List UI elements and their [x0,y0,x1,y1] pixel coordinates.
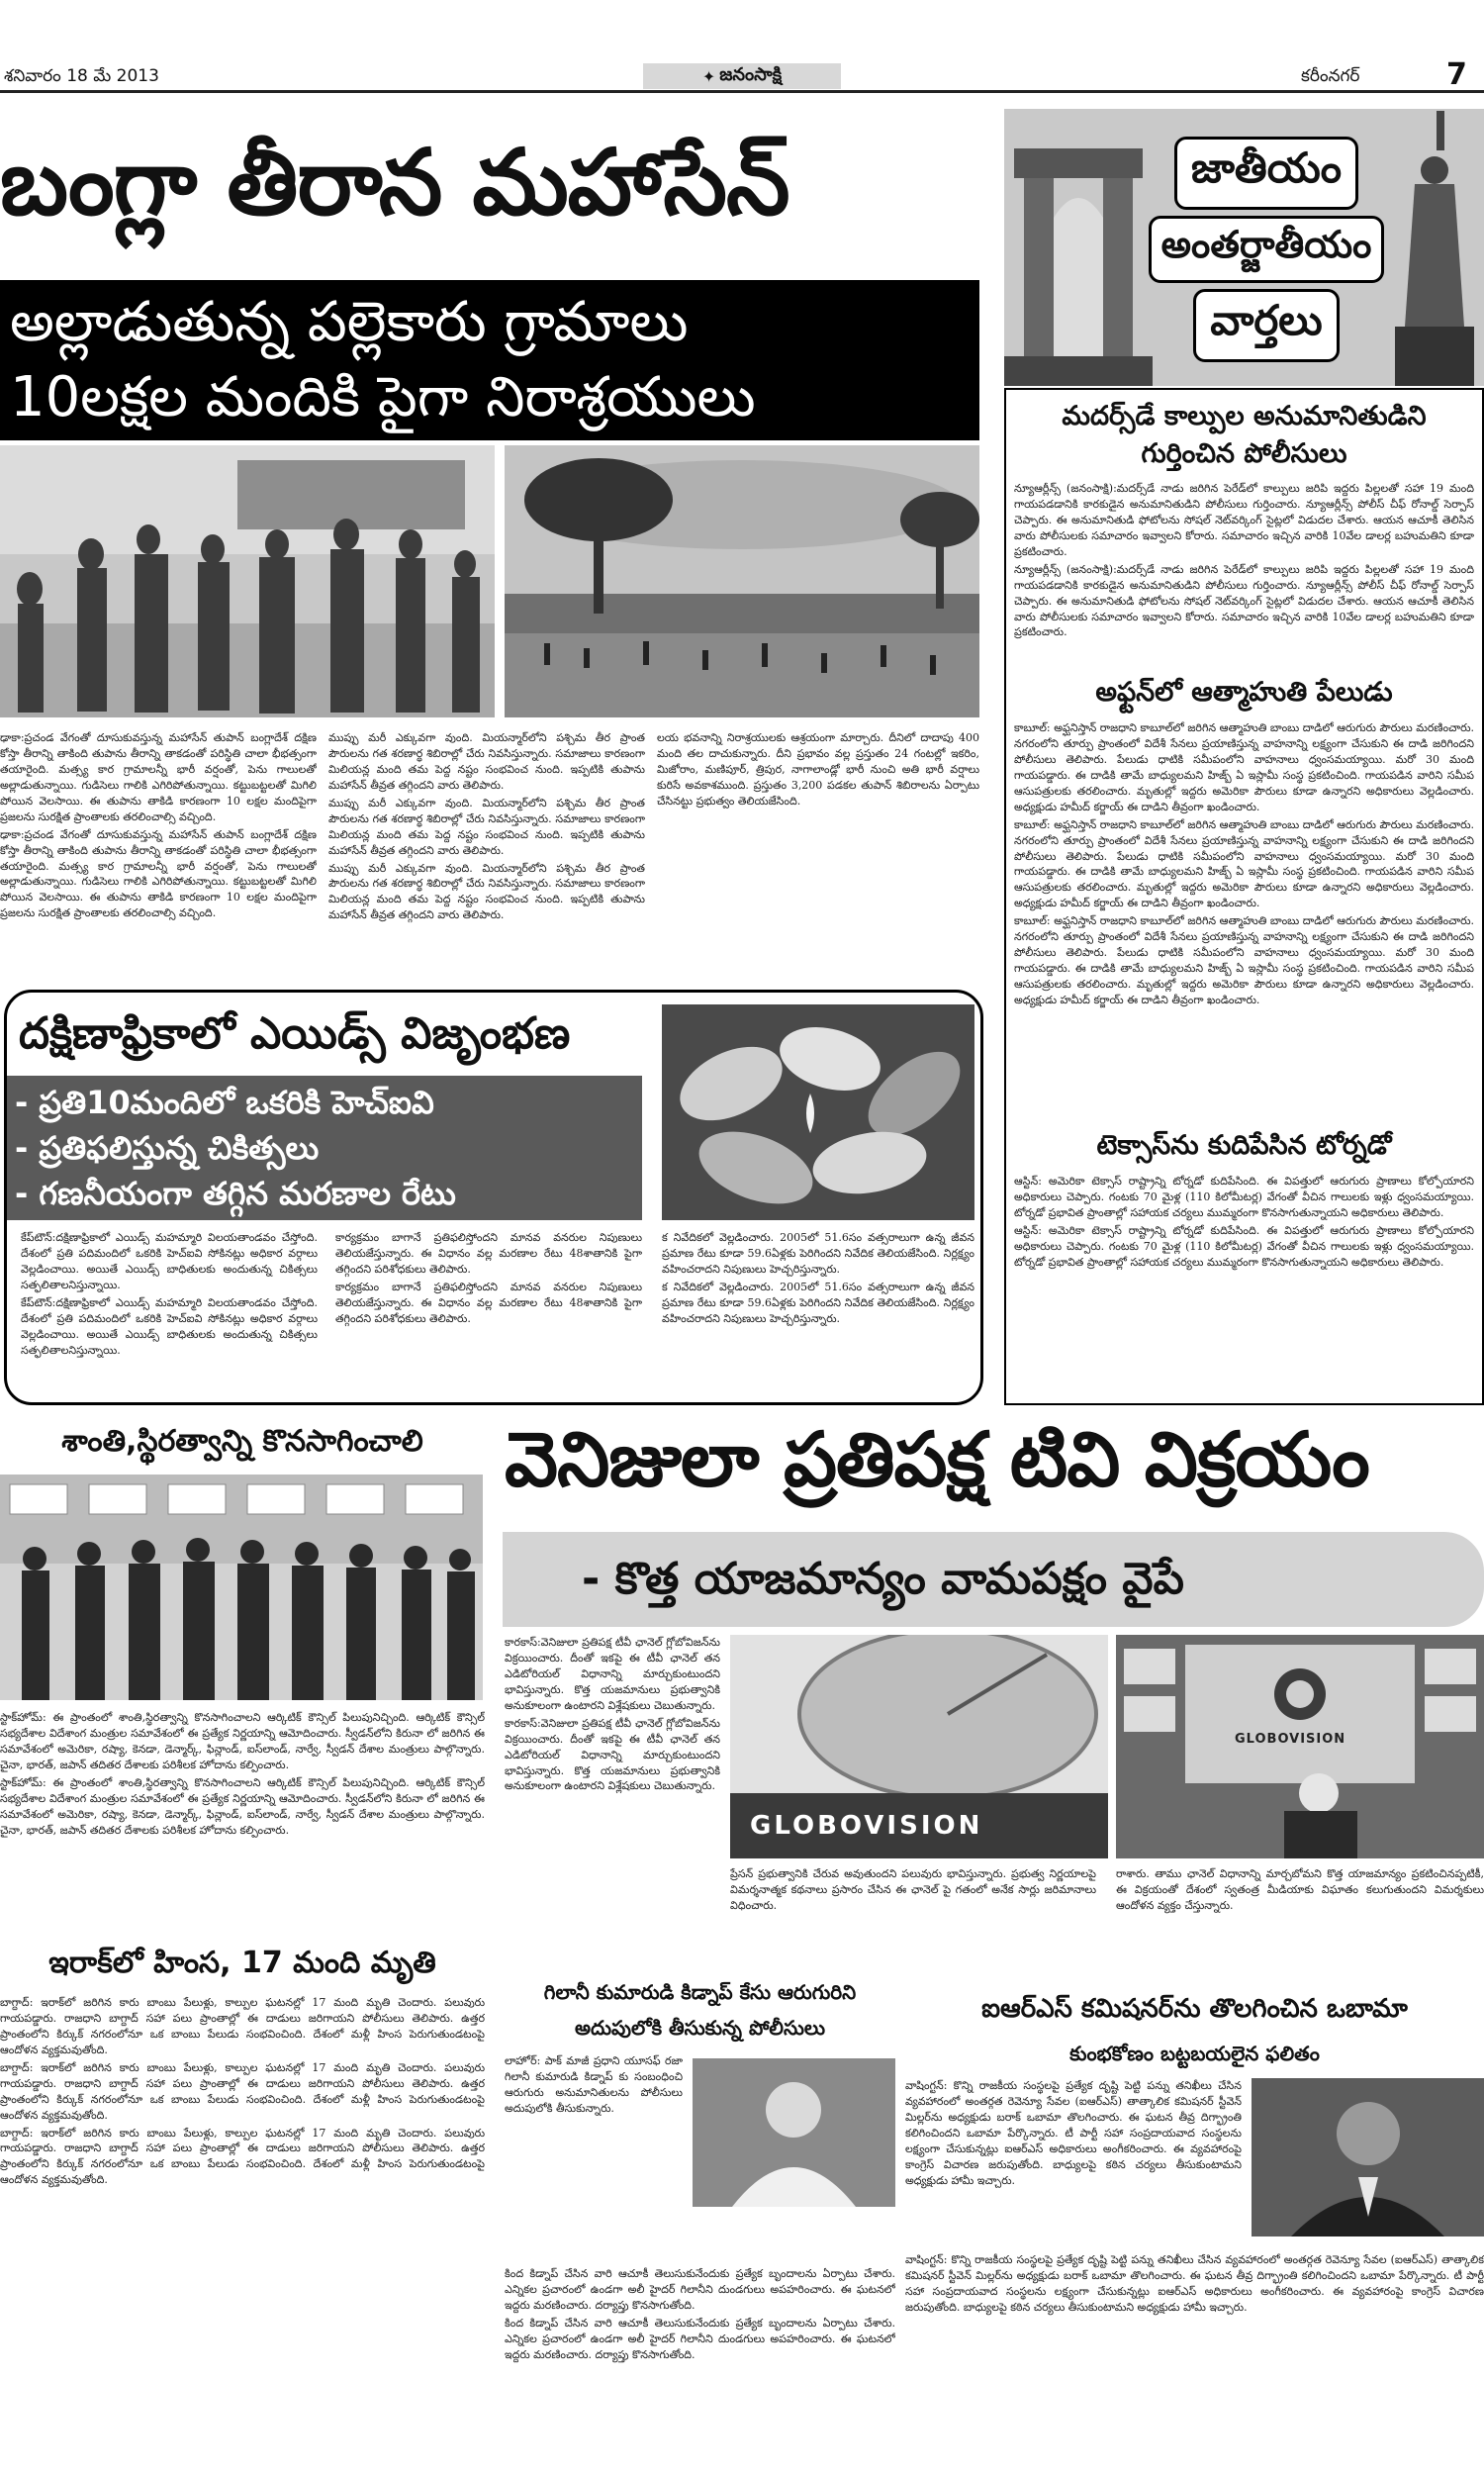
iraq-headline: ఇరాక్‌లో హింస, 17 మంది మృతి [48,1946,436,1980]
header-date: శనివారం 18 మే 2013 [4,66,159,86]
lead-body-col-3-text: లయ భవనాన్ని నిరాశ్రయులకు ఆశ్రయంగా మార్చారు. దీనిలో దాదాపు 400 మంది తల దాచుకున్నారు. దీని ప్రభావం వల్ల ప్రస్తుతం 24 గంటల్లో ఇకరిం, మిజోరాం, మణిపూర్, త్రిపుర, నాగాలాండ్లో భారీ నుంచి అతి భారీ వర్షాలు కురిసే అవకాశముంది. ప్రస్తుతం 3,200 పడకల తుపాన్ శిబిరాలను ఏర్పాటు చేసినట్టు ప్రభుత్వం తెలియజేసింది. [657,731,979,808]
aids-bullet-1: - ప్రతి10మందిలో ఒకరికి హెచ్ఐవి [15,1084,434,1121]
lead-headline: బంగ్లా తీరాన మహాసేన్ [0,130,789,236]
india-gate-icon [1004,109,1153,386]
lead-body-col-3 [657,730,979,986]
aids-body-col-1-text: కేప్‌టౌన్:దక్షిణాఫ్రికాలో ఎయిడ్స్ మహమ్మారి విలయతాండవం చేస్తోంది. దేశంలో ప్రతి పదిమందిలో ఒకరికి హెచ్ఐవి సోకినట్లు అధికార వర్గాలు వెల్లడించాయి. అయితే ఎయిడ్స్ బాధితులకు అందుతున్న చికిత్సలు సత్ఫలితాలనిస్తున్నాయి. [21,1231,318,1291]
aids-hands-photo [662,1004,974,1220]
gilani-headline [505,1974,895,2046]
globovision-studio-logo: GLOBOVISION [1235,1732,1346,1747]
header-city: కరీంనగర్ [1301,66,1360,86]
banner-line-1: జాతీయం [1174,137,1358,210]
afghan-body [1014,720,1474,1118]
statue-of-liberty-icon [1385,109,1484,386]
stormy-coast-photo [505,445,979,717]
aids-body-col-2-cont: కార్యక్రమం బాగానే ప్రతిఫలిస్తోందని మానవ వనరుల నిపుణులు తెలియజేస్తున్నారు. ఈ విధానం వల్ల మరణాల రేటు 48శాతానికి పైగా తగ్గిందని పరిశోధకులు తెలిపారు. [335,1280,642,1325]
venezuela-subheadline-bar [503,1532,1484,1627]
gilani-body-col-2-cont: కింద కిడ్నాప్ చేసిన వారి ఆచూకీ తెలుసుకునేందుకు ప్రత్యేక బృందాలను ఏర్పాటు చేశారు. ఎన్నికల ప్రచారంలో ఉండగా అలీ హైదర్ గిలానీని దుండగులు అపహరించారు. ఈ ఘటనలో ఇద్దరు మరణించారు. దర్యాప్తు కొనసాగుతోంది. [505,2316,895,2361]
gilani-photo [693,2058,895,2207]
irs-subheadline: కుంభకోణం బట్టబయలైన ఫలితం [1069,2042,1320,2065]
tornado-body [1014,1174,1474,1399]
cyclone-refugees-photo [0,445,495,717]
globovision-studio-photo [1116,1635,1484,1858]
peace-body [0,1710,485,1936]
iraq-body [0,1995,485,2460]
lead-deck [0,280,979,440]
iraq-body-text: బాగ్దాద్: ఇరాక్‌లో జరిగిన కారు బాంబు పేలుళ్లు, కాల్పుల ఘటనల్లో 17 మంది మృతి చెందారు. పలువురు గాయపడ్డారు. రాజధాని బాగ్దాద్ సహా పలు ప్రాంతాల్లో ఈ దాడులు జరిగాయని పోలీసులు తెలిపారు. ఉత్తర ప్రాంతంలోని కిర్కుక్ నగరంలోనూ ఒక బాంబు పేలుడు సంభవించింది. దేశంలో మళ్లీ హింస పెరుగుతుండటంపై ఆందోళన వ్యక్తమవుతోంది. [0,1996,485,2056]
header-logo [643,63,841,89]
page-header [0,57,1484,93]
aids-body-col-3-cont: క నివేదికలో వెల్లడించారు. 2005లో 51.6సం వత్సరాలుగా ఉన్న జీవన ప్రమాణ రేటు కూడా 59.6ఏళ్లకు పెరిగిందని నివేదిక తెలియజేసింది. నిర్లక్ష్యం వహించరాదని నిపుణులు హెచ్చరిస్తున్నారు. [662,1280,974,1325]
mothers-day-headline-line-1: మదర్స్‌డే కాల్పుల అనుమానితుడిని [1062,401,1427,431]
deck-line-2: 10లక్షల మందికి పైగా నిరాశ్రయులు [10,365,756,429]
iraq-body-cont-2: బాగ్దాద్: ఇరాక్‌లో జరిగిన కారు బాంబు పేలుళ్లు, కాల్పుల ఘటనల్లో 17 మంది మృతి చెందారు. పలువురు గాయపడ్డారు. రాజధాని బాగ్దాద్ సహా పలు ప్రాంతాల్లో ఈ దాడులు జరిగాయని పోలీసులు తెలిపారు. ఉత్తర ప్రాంతంలోని కిర్కుక్ నగరంలోనూ ఒక బాంబు పేలుడు సంభవించింది. దేశంలో మళ్లీ హింస పెరుగుతుండటంపై ఆందోళన వ్యక్తమవుతోంది. [0,2126,485,2187]
arctic-council-photo [0,1475,483,1700]
obama-photo [1252,2078,1484,2236]
afghan-body-text: కాబూల్: అఫ్ఘనిస్తాన్ రాజధాని కాబూల్‌లో జరిగిన ఆత్మాహుతి బాంబు దాడిలో ఆరుగురు పౌరులు మరణించారు. నగరంలోని తూర్పు ప్రాంతంలో విదేశీ సేనలు ప్రయాణిస్తున్న వాహనాన్ని లక్ష్యంగా చేసుకుని ఈ దాడి జరిగిందని పోలీసులు తెలిపారు. పేలుడు ధాటికి సమీపంలోని వాహనాలు ధ్వంసమయ్యాయి. మరో 30 మంది గాయపడ్డారు. ఈ దాడికి తామే బాధ్యులమని హిజ్బ్ ఏ ఇస్లామీ సంస్థ ప్రకటించింది. గాయపడిన వారిని సమీప ఆసుపత్రులకు తరలించారు. మృతుల్లో ఇద్దరు అమెరికా పౌరులు కూడా ఉన్నారని అధికారులు వెల్లడించారు. అధ్యక్షుడు హమీద్ కర్జాయ్ ఈ దాడిని తీవ్రంగా ఖండించారు. [1014,721,1474,813]
deck-line-1: అల్లాడుతున్న పల్లెకారు గ్రామాలు [10,290,689,354]
mothers-day-body [1014,481,1474,665]
aids-body-col-2 [335,1230,642,1398]
logo-text: జనంసాక్షి [719,63,783,85]
aids-body-col-3-text: క నివేదికలో వెల్లడించారు. 2005లో 51.6సం వత్సరాలుగా ఉన్న జీవన ప్రమాణ రేటు కూడా 59.6ఏళ్లకు పెరిగిందని నివేదిక తెలియజేసింది. నిర్లక్ష్యం వహించరాదని నిపుణులు హెచ్చరిస్తున్నారు. [662,1231,974,1276]
banner-line-3: వార్తలు [1193,289,1339,362]
aids-bullet-3: - గణనీయంగా తగ్గిన మరణాల రేటు [15,1175,456,1212]
gilani-body-col-2 [505,2266,895,2460]
banner-line-2: అంతర్జాతీయం [1149,216,1385,283]
irs-body-col-1-text: వాషింగ్టన్: కొన్ని రాజకీయ సంస్థలపై ప్రత్యేక దృష్టి పెట్టి పన్ను తనిఖీలు చేసిన వ్యవహారంలో అంతర్గత రెవెన్యూ సేవల (ఐఆర్ఎస్) తాత్కాలిక కమిషనర్ స్టీవెన్ మిల్లర్‌ను అధ్యక్షుడు బరాక్ ఒబామా తొలగించారు. ఈ ఘటన తీవ్ర దిగ్భ్రాంతి కలిగించిందని ఒబామా పేర్కొన్నారు. టీ పార్టీ సహా సంప్రదాయవాద సంస్థలను లక్ష్యంగా చేసుకున్నట్లు ఐఆర్ఎస్ అధికారులు అంగీకరించారు. ఈ వ్యవహారంపై కాంగ్రెస్ విచారణ జరుపుతోంది. బాధ్యులపై కఠిన చర్యలు తీసుకుంటామని అధ్యక్షుడు హామీ ఇచ్చారు. [905,2079,1242,2187]
tornado-body-text: ఆస్టిన్: అమెరికా టెక్సాస్ రాష్ట్రాన్ని టోర్నడో కుదిపేసింది. ఈ విపత్తులో ఆరుగురు ప్రాణాలు కోల్పోయారని అధికారులు చెప్పారు. గంటకు 70 మైళ్ల (110 కిలోమీటర్ల) వేగంతో వీచిన గాలులకు ఇళ్లు ధ్వంసమయ్యాయి. టోర్నడో ప్రభావిత ప్రాంతాల్లో సహాయక చర్యలు ముమ్మరంగా కొనసాగుతున్నాయని అధికారులు తెలిపారు. [1014,1175,1474,1219]
mothers-day-headline-line-2: గుర్తించిన పోలీసులు [1141,438,1347,469]
mothers-day-headline [1009,398,1479,473]
lead-body-col-2-cont: ముప్పు మరీ ఎక్కువగా వుంది. మియన్మార్‌లోని పశ్చిమ తీర ప్రాంత పౌరులను గత శరణార్థ శిబిరాల్లో చేరు నివసిస్తున్నారు. సమాజాలు కారణంగా మిలియన్ల మంది తమ పెద్ద నష్టం సంభవించ నుంది. ఇప్పటికి తుపాను మహాసేన్ తీవ్రత తగ్గిందని వారు తెలిపారు. [328,796,645,857]
afghan-body-cont: కాబూల్: అఫ్ఘనిస్తాన్ రాజధాని కాబూల్‌లో జరిగిన ఆత్మాహుతి బాంబు దాడిలో ఆరుగురు పౌరులు మరణించారు. నగరంలోని తూర్పు ప్రాంతంలో విదేశీ సేనలు ప్రయాణిస్తున్న వాహనాన్ని లక్ష్యంగా చేసుకుని ఈ దాడి జరిగిందని పోలీసులు తెలిపారు. పేలుడు ధాటికి సమీపంలోని వాహనాలు ధ్వంసమయ్యాయి. మరో 30 మంది గాయపడ్డారు. ఈ దాడికి తామే బాధ్యులమని హిజ్బ్ ఏ ఇస్లామీ సంస్థ ప్రకటించింది. గాయపడిన వారిని సమీప ఆసుపత్రులకు తరలించారు. మృతుల్లో ఇద్దరు అమెరికా పౌరులు కూడా ఉన్నారని అధికారులు వెల్లడించారు. అధ్యక్షుడు హమీద్ కర్జాయ్ ఈ దాడిని తీవ్రంగా ఖండించారు. [1014,817,1474,910]
aids-body-col-2-text: కార్యక్రమం బాగానే ప్రతిఫలిస్తోందని మానవ వనరుల నిపుణులు తెలియజేస్తున్నారు. ఈ విధానం వల్ల మరణాల రేటు 48శాతానికి పైగా తగ్గిందని పరిశోధకులు తెలిపారు. [335,1231,642,1276]
aids-body-col-1-cont: కేప్‌టౌన్:దక్షిణాఫ్రికాలో ఎయిడ్స్ మహమ్మారి విలయతాండవం చేస్తోంది. దేశంలో ప్రతి పదిమందిలో ఒకరికి హెచ్ఐవి సోకినట్లు అధికార వర్గాలు వెల్లడించాయి. అయితే ఎయిడ్స్ బాధితులకు అందుతున్న చికిత్సలు సత్ఫలితాలనిస్తున్నాయి. [21,1295,318,1357]
venezuela-body-col-1-cont: కారకాస్:వెనిజులా ప్రతిపక్ష టీవీ ఛానెల్ గ్లోబోవిజన్‌ను విక్రయించారు. దీంతో ఇకపై ఈ టీవీ ఛానెల్ తన ఎడిటోరియల్ విధానాన్ని మార్చుకుంటుందని భావిస్తున్నారు. కొత్త యజమానులు ప్రభుత్వానికి అనుకూలంగా ఉంటారని విశ్లేషకులు చెబుతున్నారు. [505,1716,720,1793]
venezuela-headline: వెనిజులా ప్రతిపక్ష టివి విక్రయం [505,1415,1369,1503]
venezuela-body-col-1 [505,1635,720,1961]
gilani-body-col-1 [505,2053,683,2261]
international-banner [1004,109,1484,386]
venezuela-body-col-2-text: ప్రేసన్ ప్రభుత్వానికి చేరువ అవుతుందని పలువురు భావిస్తున్నారు. ప్రభుత్వ నిర్ణయాలపై విమర్శనాత్మక కథనాలు ప్రసారం చేసిన ఈ ఛానెల్ పై గతంలో అనేక సార్లు జరిమానాలు విధించారు. [730,1867,1096,1912]
lead-body-col-1 [0,730,317,986]
venezuela-body-col-1-text: కారకాస్:వెనిజులా ప్రతిపక్ష టీవీ ఛానెల్ గ్లోబోవిజన్‌ను విక్రయించారు. దీంతో ఇకపై ఈ టీవీ ఛానెల్ తన ఎడిటోరియల్ విధానాన్ని మార్చుకుంటుందని భావిస్తున్నారు. కొత్త యజమానులు ప్రభుత్వానికి అనుకూలంగా ఉంటారని విశ్లేషకులు చెబుతున్నారు. [505,1636,720,1712]
page-number: 7 [1446,57,1467,92]
irs-body-col-2 [905,2252,1484,2460]
lead-body-col-1-cont: ఢాకా:ప్రచండ వేగంతో దూసుకువస్తున్న మహాసేన్ తుపాన్ బంగ్లాదేశ్ దక్షిణ కోస్తా తీరాన్ని తాకింది తుపాను తీరాన్ని తాకడంతో పరిస్థితి చాలా భీభత్సంగా తయారైంది. మత్స్య కార గ్రామాలన్నీ భారీ వర్షంతో, పెను గాలులతో అల్లాడుతున్నాయి. గుడిసెలు గాలికి ఎగిరిపోతున్నాయి. కట్టుబట్టలతో మిగిలి పోయిన వెలసాయి. ఈ తుపాను తాకిడి కారణంగా 10 లక్షల మందిపైగా ప్రజలను సురక్షిత ప్రాంతాలకు తరలించాల్సి వచ్చింది. [0,827,317,920]
irs-headline: ఐఆర్ఎస్ కమిషనర్‌ను తొలగించిన ఒబామా [981,1994,1408,2024]
aids-body-col-3 [662,1230,974,1398]
venezuela-body-col-3-text: రాశారు. తాము ఛానెల్ విధానాన్ని మార్చబోమని కొత్త యాజమాన్యం ప్రకటించినప్పటికీ, ఈ విక్రయంతో దేశంలో స్వతంత్ర మీడియాకు విఘాతం కలుగుతుందని విమర్శకులు ఆందోళన వ్యక్తం చేస్తున్నారు. [1116,1867,1484,1912]
tornado-body-cont: ఆస్టిన్: అమెరికా టెక్సాస్ రాష్ట్రాన్ని టోర్నడో కుదిపేసింది. ఈ విపత్తులో ఆరుగురు ప్రాణాలు కోల్పోయారని అధికారులు చెప్పారు. గంటకు 70 మైళ్ల (110 కిలోమీటర్ల) వేగంతో వీచిన గాలులకు ఇళ్లు ధ్వంసమయ్యాయి. టోర్నడో ప్రభావిత ప్రాంతాల్లో సహాయక చర్యలు ముమ్మరంగా కొనసాగుతున్నాయని అధికారులు తెలిపారు. [1014,1223,1474,1269]
lead-body-col-2-text: ముప్పు మరీ ఎక్కువగా వుంది. మియన్మార్‌లోని పశ్చిమ తీర ప్రాంత పౌరులను గత శరణార్థ శిబిరాల్లో చేరు నివసిస్తున్నారు. సమాజాలు కారణంగా మిలియన్ల మంది తమ పెద్ద నష్టం సంభవించ నుంది. ఇప్పటికి తుపాను మహాసేన్ తీవ్రత తగ్గిందని వారు తెలిపారు. [328,731,645,792]
iraq-body-cont: బాగ్దాద్: ఇరాక్‌లో జరిగిన కారు బాంబు పేలుళ్లు, కాల్పుల ఘటనల్లో 17 మంది మృతి చెందారు. పలువురు గాయపడ్డారు. రాజధాని బాగ్దాద్ సహా పలు ప్రాంతాల్లో ఈ దాడులు జరిగాయని పోలీసులు తెలిపారు. ఉత్తర ప్రాంతంలోని కిర్కుక్ నగరంలోనూ ఒక బాంబు పేలుడు సంభవించింది. దేశంలో మళ్లీ హింస పెరుగుతుండటంపై ఆందోళన వ్యక్తమవుతోంది. [0,2060,485,2122]
venezuela-subheadline: - కొత్త యాజమాన్యం వామపక్షం వైపే [582,1554,1184,1604]
globovision-dish-photo [730,1635,1108,1858]
gilani-body-col-2-text: కింద కిడ్నాప్ చేసిన వారి ఆచూకీ తెలుసుకునేందుకు ప్రత్యేక బృందాలను ఏర్పాటు చేశారు. ఎన్నికల ప్రచారంలో ఉండగా అలీ హైదర్ గిలానీని దుండగులు అపహరించారు. ఈ ఘటనలో ఇద్దరు మరణించారు. దర్యాప్తు కొనసాగుతోంది. [505,2267,895,2312]
venezuela-body-col-2 [730,1866,1096,1961]
peace-headline: శాంతి,స్థిరత్వాన్ని కొనసాగించాలి [61,1424,423,1459]
mothers-day-body-text: న్యూఆర్లీన్స్ (జనంసాక్షి):మదర్స్‌డే నాడు జరిగిన పెరేడ్‌లో కాల్పులు జరిపి ఇద్దరు పిల్లలతో సహా 19 మంది గాయపడడానికి కారకుడైన అనుమానితుడిని పోలీసులు గుర్తించారు. న్యూఆర్లీన్స్ పోలీస్ చీఫ్ రోనాల్డ్ సెర్పాస్ చెప్పారు. ఈ అనుమానితుడి ఫోటోలను సోషల్ నెట్‌వర్కింగ్ సైట్లలో విడుదల చేశారు. ఆయన ఆచూకీ తెలిసిన వారు పోలీసులకు సమాచారం ఇవ్వాలని కోరారు. సమాచారం ఇచ్చిన వారికి 10వేల డాలర్ల బహుమతిని కూడా ప్రకటించారు. [1014,482,1474,558]
gilani-headline-line-1: గిలానీ కుమారుడి కిడ్నాప్ కేసు ఆరుగురిని [543,1980,857,2004]
lead-body-col-1-text: ఢాకా:ప్రచండ వేగంతో దూసుకువస్తున్న మహాసేన్ తుపాన్ బంగ్లాదేశ్ దక్షిణ కోస్తా తీరాన్ని తాకింది తుపాను తీరాన్ని తాకడంతో పరిస్థితి చాలా భీభత్సంగా తయారైంది. మత్స్య కార గ్రామాలన్నీ భారీ వర్షంతో, పెను గాలులతో అల్లాడుతున్నాయి. గుడిసెలు గాలికి ఎగిరిపోతున్నాయి. కట్టుబట్టలతో మిగిలి పోయిన వెలసాయి. ఈ తుపాను తాకిడి కారణంగా 10 లక్షల మందిపైగా ప్రజలను సురక్షిత ప్రాంతాలకు తరలించాల్సి వచ్చింది. [0,731,317,823]
gilani-headline-line-2: అదుపులోకి తీసుకున్న పోలీసులు [574,2016,826,2040]
aids-box [4,990,983,1405]
aids-body-col-1 [21,1230,318,1398]
afghan-headline: అఫ్టన్‌లో ఆత్మాహుతి పేలుడు [1095,677,1393,708]
irs-body-col-1 [905,2078,1242,2246]
afghan-body-cont-2: కాబూల్: అఫ్ఘనిస్తాన్ రాజధాని కాబూల్‌లో జరిగిన ఆత్మాహుతి బాంబు దాడిలో ఆరుగురు పౌరులు మరణించారు. నగరంలోని తూర్పు ప్రాంతంలో విదేశీ సేనలు ప్రయాణిస్తున్న వాహనాన్ని లక్ష్యంగా చేసుకుని ఈ దాడి జరిగిందని పోలీసులు తెలిపారు. పేలుడు ధాటికి సమీపంలోని వాహనాలు ధ్వంసమయ్యాయి. మరో 30 మంది గాయపడ్డారు. ఈ దాడికి తామే బాధ్యులమని హిజ్బ్ ఏ ఇస్లామీ సంస్థ ప్రకటించింది. గాయపడిన వారిని సమీప ఆసుపత్రులకు తరలించారు. మృతుల్లో ఇద్దరు అమెరికా పౌరులు కూడా ఉన్నారని అధికారులు వెల్లడించారు. అధ్యక్షుడు హమీద్ కర్జాయ్ ఈ దాడిని తీవ్రంగా ఖండించారు. [1014,914,1474,1006]
globovision-dish-logo: GLOBOVISION [750,1811,983,1841]
gilani-body-col-1-text: లాహోర్: పాక్ మాజీ ప్రధాని యూసఫ్ రజా గిలానీ కుమారుడి కిడ్నాప్ కు సంబంధించి ఆరుగురు అనుమానితులను పోలీసులు అదుపులోకి తీసుకున్నారు. [505,2054,683,2115]
international-banner-box [1143,127,1390,364]
lead-body-col-2-cont-2: ముప్పు మరీ ఎక్కువగా వుంది. మియన్మార్‌లోని పశ్చిమ తీర ప్రాంత పౌరులను గత శరణార్థ శిబిరాల్లో చేరు నివసిస్తున్నారు. సమాజాలు కారణంగా మిలియన్ల మంది తమ పెద్ద నష్టం సంభవించ నుంది. ఇప్పటికి తుపాను మహాసేన్ తీవ్రత తగ్గిందని వారు తెలిపారు. [328,861,645,922]
logo-mark-icon: ✦ [701,66,716,86]
tornado-headline: టెక్సాస్‌ను కుదిపేసిన టోర్నడో [1096,1130,1392,1161]
irs-body-col-2-text: వాషింగ్టన్: కొన్ని రాజకీయ సంస్థలపై ప్రత్యేక దృష్టి పెట్టి పన్ను తనిఖీలు చేసిన వ్యవహారంలో అంతర్గత రెవెన్యూ సేవల (ఐఆర్ఎస్) తాత్కాలిక కమిషనర్ స్టీవెన్ మిల్లర్‌ను అధ్యక్షుడు బరాక్ ఒబామా తొలగించారు. ఈ ఘటన తీవ్ర దిగ్భ్రాంతి కలిగించిందని ఒబామా పేర్కొన్నారు. టీ పార్టీ సహా సంప్రదాయవాద సంస్థలను లక్ష్యంగా చేసుకున్నట్లు ఐఆర్ఎస్ అధికారులు అంగీకరించారు. ఈ వ్యవహారంపై కాంగ్రెస్ విచారణ జరుపుతోంది. బాధ్యులపై కఠిన చర్యలు తీసుకుంటామని అధ్యక్షుడు హామీ ఇచ్చారు. [905,2253,1484,2314]
aids-bullet-2: - ప్రతిఫలిస్తున్న చికిత్సలు [15,1129,320,1167]
peace-body-text: స్టాక్‌హోమ్: ఈ ప్రాంతంలో శాంతి,స్థిరత్వాన్ని కొనసాగించాలని ఆర్కిటిక్ కౌన్సిల్ పిలుపునిచ్చింది. ఆర్కిటిక్ కౌన్సిల్ సభ్యదేశాల విదేశాంగ మంత్రుల సమావేశంలో ఈ ప్రత్యేక నిర్ణయాన్ని ఆమోదించారు. స్వీడన్‌లోని కిరునా లో జరిగిన ఈ సమావేశంలో అమెరికా, రష్యా, కెనడా, డెన్మార్క్, ఫిన్లాండ్, ఐస్‌లాండ్, నార్వే, స్వీడన్ దేశాల మంత్రులు పాల్గొన్నారు. చైనా, భారత్, జపాన్ తదితర దేశాలకు పరిశీలక హోదాను కల్పించారు. [0,1711,485,1771]
peace-body-cont: స్టాక్‌హోమ్: ఈ ప్రాంతంలో శాంతి,స్థిరత్వాన్ని కొనసాగించాలని ఆర్కిటిక్ కౌన్సిల్ పిలుపునిచ్చింది. ఆర్కిటిక్ కౌన్సిల్ సభ్యదేశాల విదేశాంగ మంత్రుల సమావేశంలో ఈ ప్రత్యేక నిర్ణయాన్ని ఆమోదించారు. స్వీడన్‌లోని కిరునా లో జరిగిన ఈ సమావేశంలో అమెరికా, రష్యా, కెనడా, డెన్మార్క్, ఫిన్లాండ్, ఐస్‌లాండ్, నార్వే, స్వీడన్ దేశాల మంత్రులు పాల్గొన్నారు. చైనా, భారత్, జపాన్ తదితర దేశాలకు పరిశీలక హోదాను కల్పించారు. [0,1775,485,1837]
lead-body-col-2 [328,730,645,986]
mothers-day-body-cont: న్యూఆర్లీన్స్ (జనంసాక్షి):మదర్స్‌డే నాడు జరిగిన పెరేడ్‌లో కాల్పులు జరిపి ఇద్దరు పిల్లలతో సహా 19 మంది గాయపడడానికి కారకుడైన అనుమానితుడిని పోలీసులు గుర్తించారు. న్యూఆర్లీన్స్ పోలీస్ చీఫ్ రోనాల్డ్ సెర్పాస్ చెప్పారు. ఈ అనుమానితుడి ఫోటోలను సోషల్ నెట్‌వర్కింగ్ సైట్లలో విడుదల చేశారు. ఆయన ఆచూకీ తెలిసిన వారు పోలీసులకు సమాచారం ఇవ్వాలని కోరారు. సమాచారం ఇచ్చిన వారికి 10వేల డాలర్ల బహుమతిని కూడా ప్రకటించారు. [1014,562,1474,639]
venezuela-body-col-3 [1116,1866,1484,1961]
aids-headline: దక్షిణాఫ్రికాలో ఎయిడ్స్ విజృంభణ [19,1008,571,1059]
aids-bullets [7,1076,642,1220]
